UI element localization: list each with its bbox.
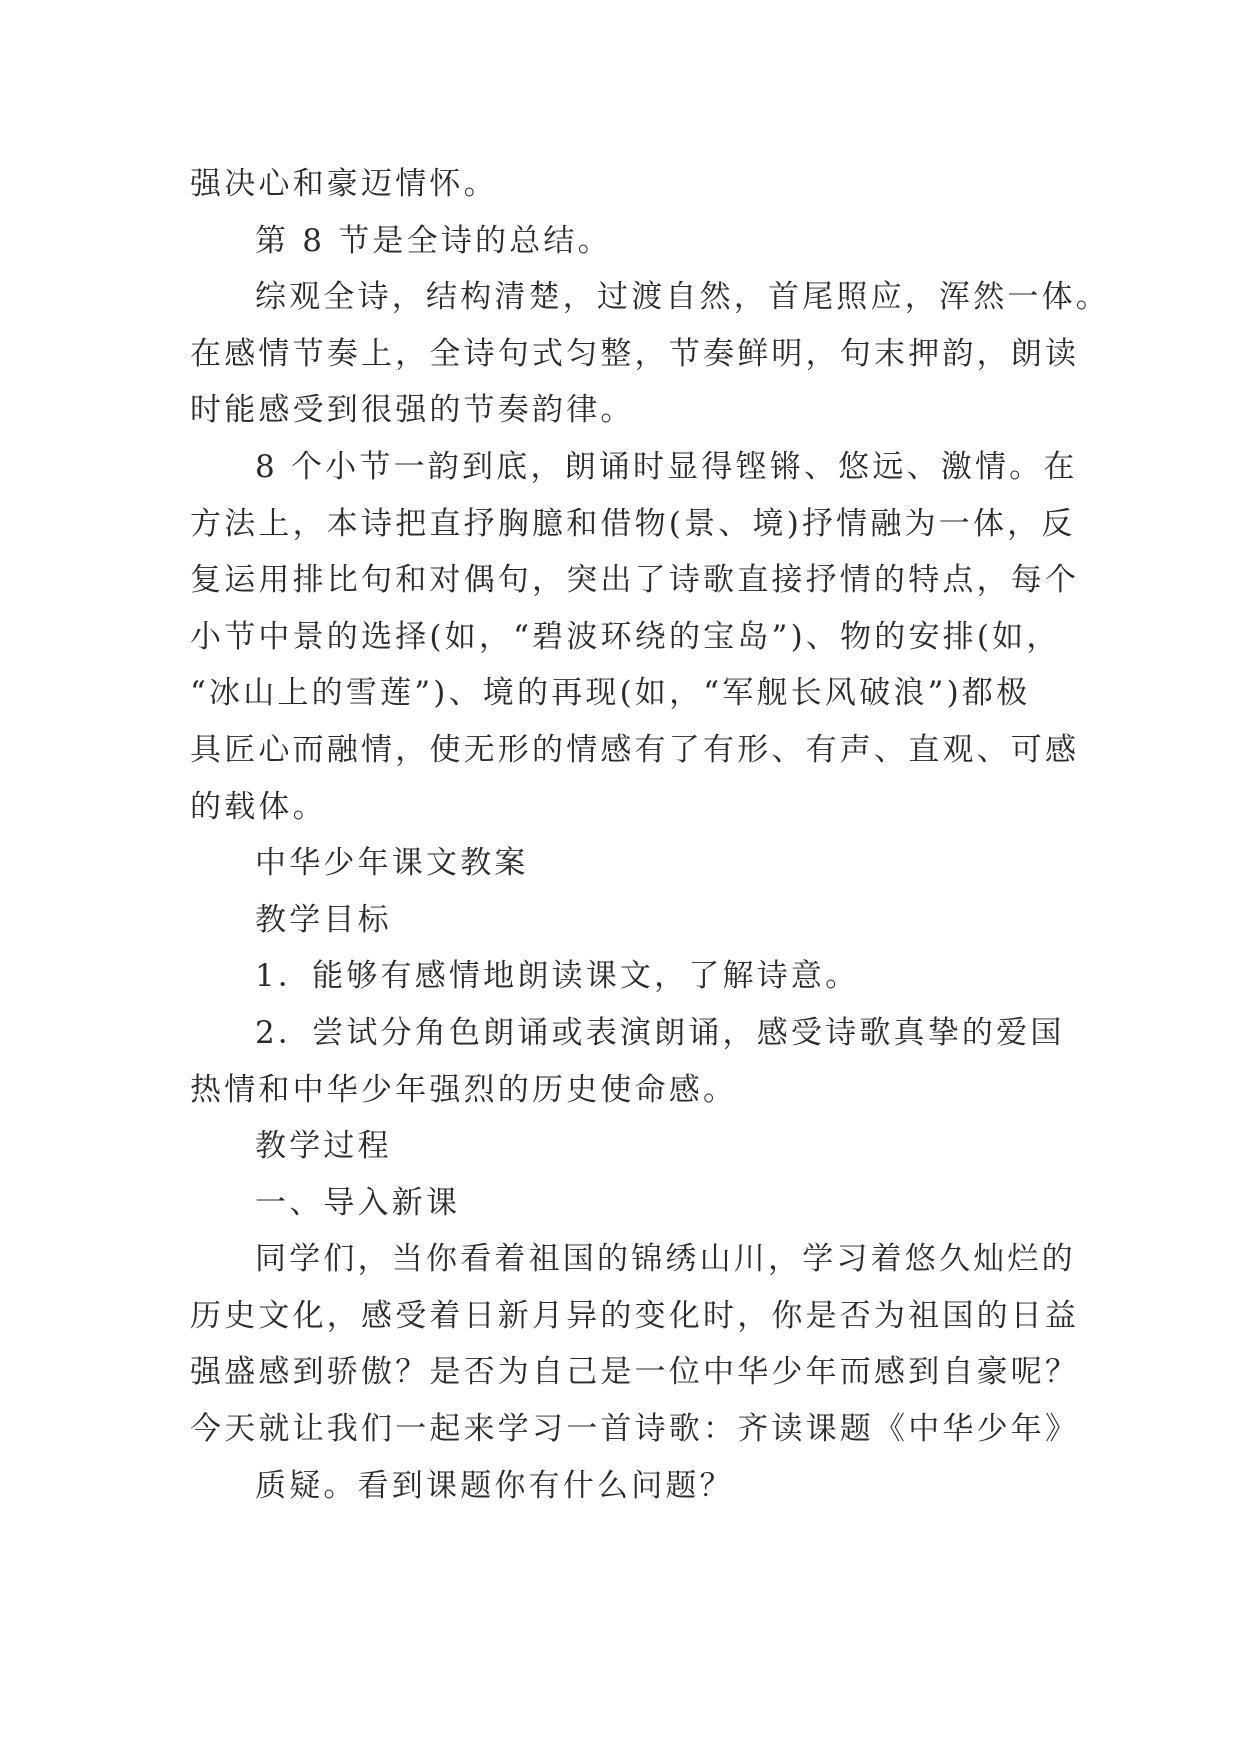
text-line-22: 强盛感到骄傲？是否为自己是一位中华少年而感到自豪呢？ [190, 1354, 1080, 1391]
text-line-12: 的载体。 [190, 788, 327, 825]
section-title: 中华少年课文教案 [255, 845, 529, 882]
text-line-6: 8 个小节一韵到底，朗诵时显得铿锵、悠远、激情。在 [255, 448, 1078, 485]
text-line-1: 强决心和豪迈情怀。 [190, 166, 498, 202]
text-line-11: 具匠心而融情，使无形的情感有了有形、有声、直观、可感 [190, 731, 1080, 768]
text-line-10: “冰山上的雪莲”)、境的再现(如，“军舰长风破浪”)都极 [190, 675, 1031, 712]
text-line-24: 质疑。看到课题你有什么问题？ [255, 1467, 734, 1504]
text-line-8: 复运用排比句和对偶句，突出了诗歌直接抒情的特点，每个 [190, 562, 1080, 599]
text-line-21: 历史文化，感受着日新月异的变化时，你是否为祖国的日益 [190, 1297, 1080, 1334]
document-body [190, 156, 1110, 1514]
section-heading-objectives: 教学目标 [255, 901, 392, 938]
subsection-heading-intro: 一、导入新课 [255, 1184, 461, 1221]
text-line-3: 综观全诗，结构清楚，过渡自然，首尾照应，浑然一体。 [255, 279, 1110, 316]
text-line-9: 小节中景的选择(如，“碧波环绕的宝岛”)、物的安排(如， [190, 618, 1061, 655]
text-line-4: 在感情节奏上，全诗句式匀整，节奏鲜明，句末押韵，朗读 [190, 335, 1080, 372]
objective-item-2-continued: 热情和中华少年强烈的历史使命感。 [190, 1071, 738, 1108]
objective-item-1: 1．能够有感情地朗读课文，了解诗意。 [255, 958, 860, 995]
text-line-2: 第 8 节是全诗的总结。 [255, 222, 612, 259]
text-line-7: 方法上，本诗把直抒胸臆和借物(景、境)抒情融为一体，反 [190, 505, 1076, 542]
objective-item-2: 2．尝试分角色朗诵或表演朗诵，感受诗歌真挚的爱国 [255, 1014, 1065, 1051]
text-line-5: 时能感受到很强的节奏韵律。 [190, 392, 635, 429]
text-line-23: 今天就让我们一起来学习一首诗歌：齐读课题《中华少年》 [190, 1411, 1080, 1448]
section-heading-process: 教学过程 [255, 1128, 392, 1165]
text-line-20: 同学们，当你看着祖国的锦绣山川，学习着悠久灿烂的 [255, 1241, 1076, 1278]
